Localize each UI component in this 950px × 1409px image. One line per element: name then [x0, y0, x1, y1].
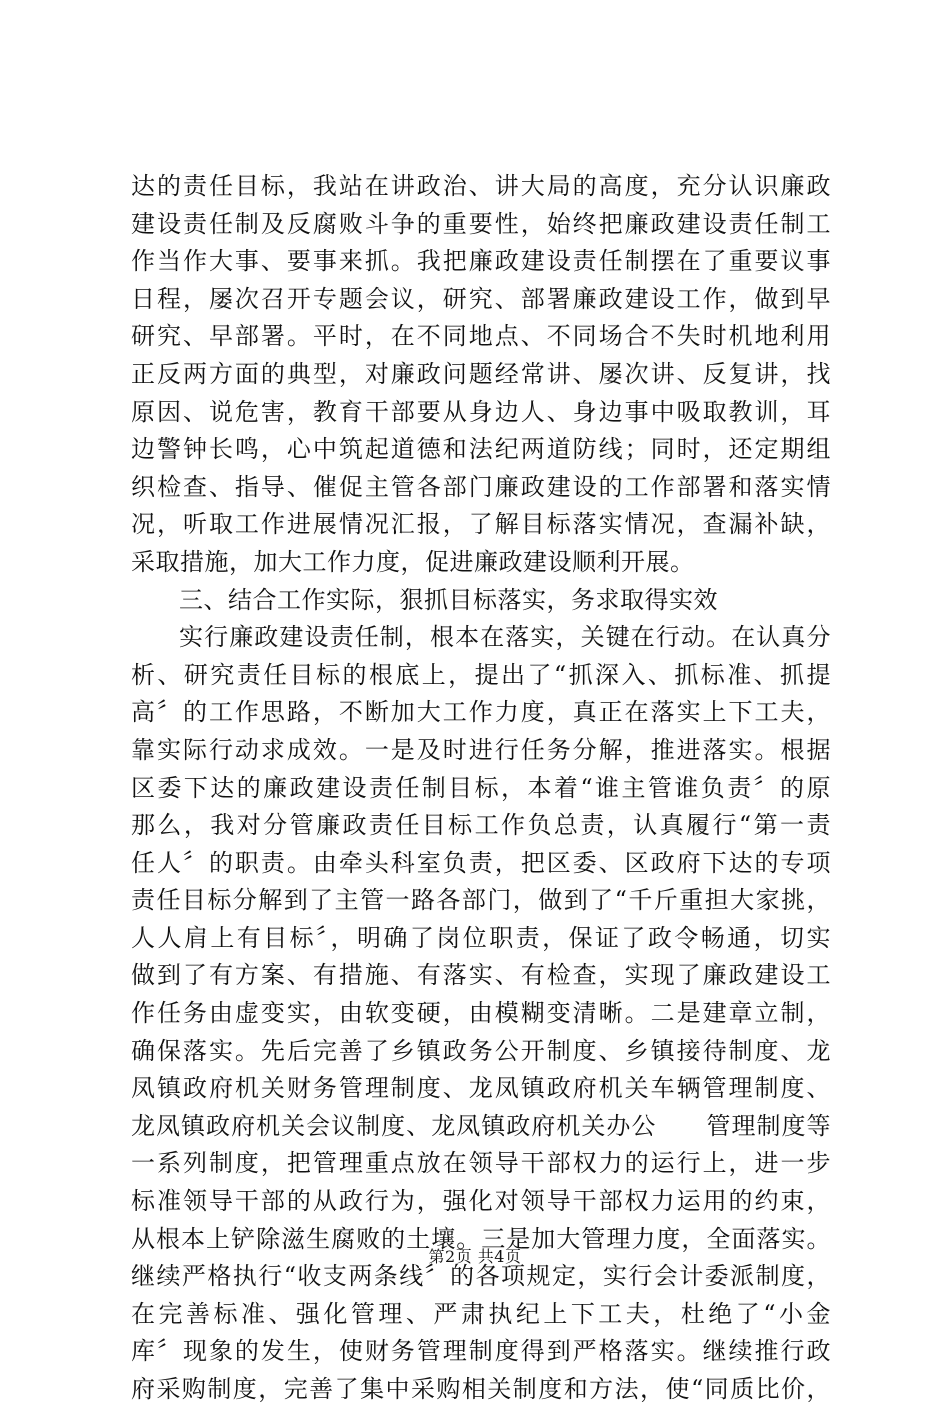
text-line: 日程，屡次召开专题会议，研究、部署廉政建设工作，做到早: [131, 284, 831, 313]
text-line: 靠实际行动求成效。一是及时进行任务分解，推进落实。根据: [131, 735, 831, 764]
text-line: 作任务由虚变实，由软变硬，由模糊变清晰。二是建章立制，: [131, 999, 831, 1028]
text-line: 在完善标准、强化管理、严肃执纪上下工夫，杜绝了“小金: [131, 1299, 831, 1328]
text-line: 继续严格执行“收支两条线〞的各项规定，实行会计委派制度，: [131, 1262, 831, 1291]
text-line: 凤镇政府机关财务管理制度、龙凤镇政府机关车辆管理制度、: [131, 1074, 831, 1103]
text-line: 做到了有方案、有措施、有落实、有检查，实现了廉政建设工: [131, 961, 831, 990]
body-text: [131, 168, 831, 1409]
text-line: 采取措施，加大工作力度，促进廉政建设顺利开展。: [131, 547, 695, 576]
text-line: 研究、早部署。平时，在不同地点、不同场合不失时机地利用: [131, 322, 831, 351]
text-line: 高〞的工作思路，不断加大工作力度，真正在落实上下工夫，: [131, 698, 831, 727]
text-line: 建设责任制及反腐败斗争的重要性，始终把廉政建设责任制工: [131, 209, 831, 238]
section-heading: 三、结合工作实际，狠抓目标落实，务求取得实效: [179, 585, 718, 614]
text-line: 区委下达的廉政建设责任制目标，本着“谁主管谁负责〞的原: [131, 773, 831, 802]
page-number-footer: 第2页 共4页: [428, 1247, 522, 1266]
text-line: 边警钟长鸣，心中筑起道德和法纪两道防线；同时，还定期组: [131, 435, 831, 464]
text-line: 库〞现象的发生，使财务管理制度得到严格落实。继续推行政: [131, 1337, 831, 1366]
text-line: 析、研究责任目标的根底上，提出了“抓深入、抓标准、抓提: [131, 660, 831, 689]
text-line: 任人〞的职责。由牵头科室负责，把区委、区政府下达的专项: [131, 848, 831, 877]
text-line: 达的责任目标，我站在讲政治、讲大局的高度，充分认识廉政: [131, 172, 831, 200]
text-line: 确保落实。先后完善了乡镇政务公开制度、乡镇接待制度、龙: [131, 1036, 831, 1065]
text-line: 责任目标分解到了主管一路各部门，做到了“千斤重担大家挑，: [131, 886, 831, 915]
text-line: 原因、说危害，教育干部要从身边人、身边事中吸取教训，耳: [131, 397, 831, 426]
text-line: 况，听取工作进展情况汇报，了解目标落实情况，查漏补缺，: [131, 510, 831, 539]
text-line: 织检查、指导、催促主管各部门廉政建设的工作部署和落实情: [131, 472, 831, 501]
text-line: 人人肩上有目标〞，明确了岗位职责，保证了政令畅通，切实: [131, 923, 831, 952]
text-line: 龙凤镇政府机关会议制度、龙凤镇政府机关办公 管理制度等: [131, 1111, 831, 1140]
text-line: 作当作大事、要事来抓。我把廉政建设责任制摆在了重要议事: [131, 247, 831, 276]
text-line: 府采购制度，完善了集中采购相关制度和方法，使“同质比价，: [131, 1375, 831, 1403]
text-line: 从根本上铲除滋生腐败的土壤。三是加大管理力度，全面落实。: [131, 1224, 831, 1253]
text-line: 那么，我对分管廉政责任目标工作负总责，认真履行“第一责: [131, 811, 831, 840]
text-line: 正反两方面的典型，对廉政问题经常讲、屡次讲、反复讲，找: [131, 359, 831, 388]
text-line: 实行廉政建设责任制，根本在落实，关键在行动。在认真分: [179, 623, 831, 652]
text-line: 标准领导干部的从政行为，强化对领导干部权力运用的约束，: [131, 1187, 831, 1216]
text-line: 一系列制度，把管理重点放在领导干部权力的运行上，进一步: [131, 1149, 831, 1178]
